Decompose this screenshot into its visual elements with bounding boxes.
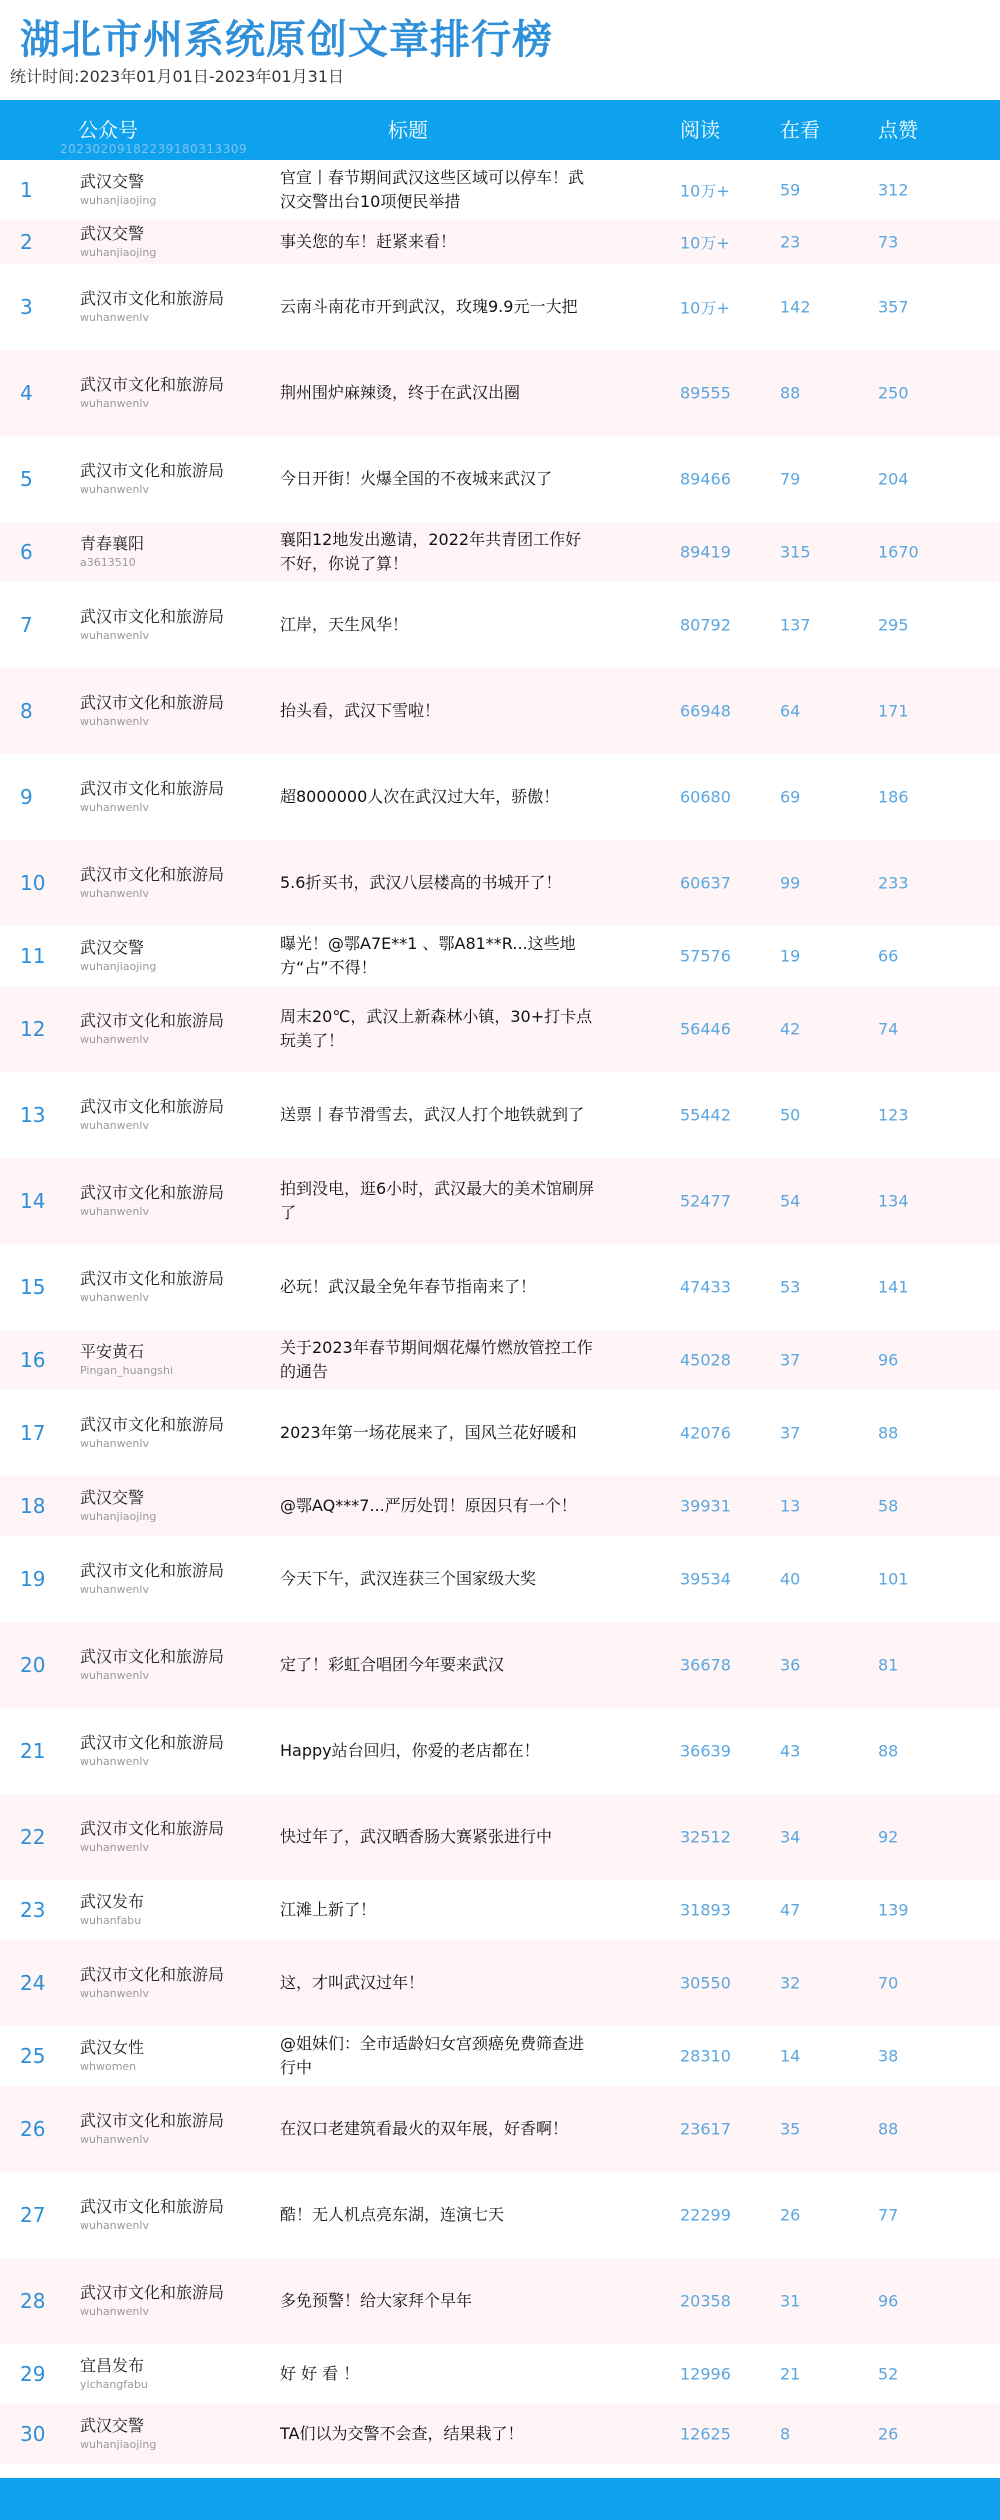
article-title[interactable]: 送票丨春节滑雪去，武汉人打个地铁就到了	[280, 1105, 585, 1124]
read-count: 89466	[680, 469, 731, 489]
likes-count: 88	[878, 1423, 899, 1443]
rank-number: 8	[20, 699, 33, 723]
account-name: 武汉市文化和旅游局	[80, 1269, 225, 1288]
rank-number: 5	[20, 467, 33, 491]
account-id: wuhanjiaojing	[80, 960, 157, 973]
read-count: 39534	[680, 1569, 731, 1589]
table-row[interactable]	[0, 350, 1000, 436]
account-id: Pingan_huangshi	[80, 1364, 174, 1377]
account-cell	[80, 533, 230, 571]
account-cell	[80, 778, 230, 816]
read-count: 10万+	[680, 181, 730, 201]
footer-bar	[0, 2478, 1000, 2520]
read-count: 10万+	[680, 298, 730, 318]
table-row[interactable]	[0, 1476, 1000, 1536]
table-row[interactable]	[0, 2344, 1000, 2404]
watching-count: 32	[780, 1973, 801, 1993]
read-count: 30550	[680, 1973, 731, 1993]
account-id: wuhanwenlv	[80, 1755, 149, 1768]
table-row[interactable]	[0, 582, 1000, 668]
account-name: 青春襄阳	[80, 534, 145, 553]
rank-number: 29	[20, 2362, 46, 2386]
account-cell	[80, 288, 230, 326]
account-cell	[80, 2110, 230, 2148]
watching-count: 31	[780, 2291, 801, 2311]
read-count: 89555	[680, 383, 731, 403]
likes-count: 96	[878, 1350, 899, 1370]
account-id: wuhanwenlv	[80, 801, 149, 814]
account-id: wuhanwenlv	[80, 1583, 149, 1596]
likes-count: 88	[878, 2119, 899, 2139]
account-cell	[80, 2415, 230, 2453]
account-name: 武汉市文化和旅游局	[80, 2283, 225, 2302]
likes-count: 123	[878, 1105, 909, 1125]
account-id: wuhanjiaojing	[80, 194, 157, 207]
rank-number: 24	[20, 1971, 46, 1995]
table-row[interactable]	[0, 2404, 1000, 2464]
read-count: 39931	[680, 1496, 731, 1516]
article-title[interactable]: 关于2023年春节期间烟花爆竹燃放管控工作的通告	[280, 1338, 593, 1381]
likes-count: 295	[878, 615, 909, 635]
rank-number: 25	[20, 2044, 46, 2068]
table-row[interactable]	[0, 840, 1000, 926]
account-id: a3613510	[80, 556, 136, 569]
article-title[interactable]: 江岸，天生风华！	[280, 615, 409, 634]
likes-count: 250	[878, 383, 909, 403]
table-row[interactable]	[0, 436, 1000, 522]
account-name: 武汉市文化和旅游局	[80, 1183, 225, 1202]
table-row[interactable]	[0, 1880, 1000, 1940]
account-id: wuhanwenlv	[80, 1669, 149, 1682]
column-header-read: 阅读	[680, 118, 720, 142]
account-cell	[80, 460, 230, 498]
article-title[interactable]: TA们以为交警不会查，结果栽了！	[280, 2424, 524, 2443]
read-count: 80792	[680, 615, 731, 635]
article-title[interactable]: @姐妹们：全市适龄妇女宫颈癌免费筛查进行中	[280, 2034, 585, 2077]
account-name: 武汉市文化和旅游局	[80, 1011, 225, 1030]
rank-number: 21	[20, 1739, 46, 1763]
account-name: 武汉市文化和旅游局	[80, 865, 225, 884]
read-count: 36678	[680, 1655, 731, 1675]
account-name: 武汉市文化和旅游局	[80, 461, 225, 480]
watching-count: 43	[780, 1741, 801, 1761]
likes-count: 73	[878, 232, 899, 252]
account-id: wuhanwenlv	[80, 629, 149, 642]
account-cell	[80, 1560, 230, 1598]
watching-count: 54	[780, 1191, 801, 1211]
account-id: wuhanwenlv	[80, 1291, 149, 1304]
account-name: 武汉市文化和旅游局	[80, 779, 225, 798]
watching-count: 37	[780, 1423, 801, 1443]
table-row[interactable]	[0, 754, 1000, 840]
account-cell	[80, 223, 230, 261]
watching-count: 53	[780, 1277, 801, 1297]
account-id: wuhanwenlv	[80, 1033, 149, 1046]
account-id: yichangfabu	[80, 2378, 148, 2391]
account-name: 武汉市文化和旅游局	[80, 1965, 225, 1984]
likes-count: 70	[878, 1973, 899, 1993]
account-name: 武汉市文化和旅游局	[80, 1561, 225, 1580]
account-id: wuhanwenlv	[80, 397, 149, 410]
account-name: 武汉市文化和旅游局	[80, 1647, 225, 1666]
rank-number: 11	[20, 944, 46, 968]
likes-count: 101	[878, 1569, 909, 1589]
table-row[interactable]	[0, 522, 1000, 582]
rank-number: 30	[20, 2422, 46, 2446]
account-name: 武汉市文化和旅游局	[80, 375, 225, 394]
account-name: 武汉交警	[80, 938, 145, 957]
article-title[interactable]: 定了！彩虹合唱团今年要来武汉	[280, 1655, 505, 1674]
account-cell	[80, 2037, 230, 2075]
read-count: 52477	[680, 1191, 731, 1211]
table-row[interactable]	[0, 926, 1000, 986]
likes-count: 66	[878, 946, 899, 966]
likes-count: 74	[878, 1019, 899, 1039]
account-name: 武汉交警	[80, 224, 145, 243]
watching-count: 99	[780, 873, 801, 893]
watching-count: 21	[780, 2364, 801, 2384]
likes-count: 38	[878, 2046, 899, 2066]
article-title[interactable]: 今日开街！火爆全国的不夜城来武汉了	[280, 469, 553, 488]
read-count: 56446	[680, 1019, 731, 1039]
watching-count: 36	[780, 1655, 801, 1675]
read-count: 10万+	[680, 233, 730, 253]
table-row[interactable]	[0, 160, 1000, 220]
likes-count: 134	[878, 1191, 909, 1211]
article-title[interactable]: 襄阳12地发出邀请，2022年共青团工作好不好，你说了算！	[280, 530, 582, 573]
likes-count: 357	[878, 297, 909, 317]
article-title[interactable]: 多免预警！给大家拜个早年	[280, 2291, 473, 2310]
rank-number: 9	[20, 785, 33, 809]
article-title[interactable]: 5.6折买书，武汉八层楼高的书城开了！	[280, 873, 562, 892]
rank-number: 3	[20, 295, 33, 319]
table-row[interactable]	[0, 2258, 1000, 2344]
table-row[interactable]	[0, 1390, 1000, 1476]
rank-number: 23	[20, 1898, 46, 1922]
account-id: wuhanwenlv	[80, 1437, 149, 1450]
account-cell	[80, 2282, 230, 2320]
read-count: 23617	[680, 2119, 731, 2139]
read-count: 89419	[680, 542, 731, 562]
account-name: 武汉市文化和旅游局	[80, 289, 225, 308]
account-name: 武汉市文化和旅游局	[80, 607, 225, 626]
likes-count: 58	[878, 1496, 899, 1516]
account-cell	[80, 1487, 230, 1525]
account-cell	[80, 937, 230, 975]
article-title[interactable]: 周末20℃，武汉上新森林小镇，30+打卡点玩美了！	[280, 1007, 593, 1050]
rank-number: 22	[20, 1825, 46, 1849]
rank-number: 20	[20, 1653, 46, 1677]
article-title[interactable]: 荆州围炉麻辣烫，终于在武汉出圈	[280, 383, 521, 402]
rank-number: 15	[20, 1275, 46, 1299]
table-row[interactable]	[0, 1158, 1000, 1244]
rank-number: 12	[20, 1017, 46, 1041]
table-row[interactable]	[0, 264, 1000, 350]
account-id: wuhanwenlv	[80, 715, 149, 728]
account-cell	[80, 1010, 230, 1048]
likes-count: 77	[878, 2205, 899, 2225]
column-header-likes: 点赞	[878, 118, 918, 142]
watching-count: 42	[780, 1019, 801, 1039]
account-cell	[80, 1732, 230, 1770]
account-cell	[80, 171, 230, 209]
table-row[interactable]	[0, 986, 1000, 1072]
read-count: 12625	[680, 2424, 731, 2444]
read-count: 20358	[680, 2291, 731, 2311]
likes-count: 1670	[878, 542, 919, 562]
account-id: wuhanwenlv	[80, 2133, 149, 2146]
account-id: whwomen	[80, 2060, 137, 2073]
account-cell	[80, 1414, 230, 1452]
watching-count: 35	[780, 2119, 801, 2139]
watching-count: 23	[780, 232, 801, 252]
likes-count: 186	[878, 787, 909, 807]
account-id: wuhanwenlv	[80, 1987, 149, 2000]
table-row[interactable]	[0, 1244, 1000, 1330]
article-title[interactable]: 抬头看，武汉下雪啦！	[280, 701, 441, 720]
likes-count: 88	[878, 1741, 899, 1761]
column-header-account: 公众号	[78, 118, 138, 142]
account-cell	[80, 374, 230, 412]
likes-count: 96	[878, 2291, 899, 2311]
likes-count: 141	[878, 1277, 909, 1297]
rank-number: 16	[20, 1348, 46, 1372]
table-row[interactable]	[0, 1940, 1000, 2026]
account-name: 宜昌发布	[80, 2356, 145, 2375]
account-id: wuhanwenlv	[80, 1841, 149, 1854]
account-id: wuhanwenlv	[80, 1119, 149, 1132]
table-row[interactable]	[0, 1330, 1000, 1390]
article-title[interactable]: 超8000000人次在武汉过大年，骄傲！	[280, 787, 560, 806]
account-id: wuhanfabu	[80, 1914, 142, 1927]
table-row[interactable]	[0, 2086, 1000, 2172]
article-title[interactable]: 拍到没电，逛6小时，武汉最大的美术馆刷屏了	[280, 1179, 595, 1222]
table-row[interactable]	[0, 1072, 1000, 1158]
read-count: 36639	[680, 1741, 731, 1761]
article-title[interactable]: 这，才叫武汉过年！	[280, 1973, 425, 1992]
article-title[interactable]: 今天下午，武汉连获三个国家级大奖	[280, 1569, 537, 1588]
read-count: 66948	[680, 701, 731, 721]
rank-number: 10	[20, 871, 46, 895]
watching-count: 40	[780, 1569, 801, 1589]
rank-number: 13	[20, 1103, 46, 1127]
column-header-watching: 在看	[780, 118, 820, 142]
account-cell	[80, 1268, 230, 1306]
table-row[interactable]	[0, 1794, 1000, 1880]
watching-count: 26	[780, 2205, 801, 2225]
header-watermark: 20230209182239180313309	[60, 142, 248, 156]
account-name: 武汉交警	[80, 1488, 145, 1507]
account-cell	[80, 1646, 230, 1684]
account-id: wuhanjiaojing	[80, 1510, 157, 1523]
table-row[interactable]	[0, 1536, 1000, 1622]
article-title[interactable]: 在汉口老建筑看最火的双年展，好香啊！	[280, 2119, 569, 2138]
account-cell	[80, 692, 230, 730]
watching-count: 37	[780, 1350, 801, 1370]
likes-count: 139	[878, 1900, 909, 1920]
account-cell	[80, 1818, 230, 1856]
ranking-table-body	[0, 160, 1000, 2464]
account-cell	[80, 864, 230, 902]
article-title[interactable]: 好 好 看 ！	[280, 2364, 360, 2383]
likes-count: 312	[878, 180, 909, 200]
account-cell	[80, 2196, 230, 2234]
account-name: 武汉市文化和旅游局	[80, 1819, 225, 1838]
watching-count: 34	[780, 1827, 801, 1847]
table-header	[0, 100, 1000, 160]
account-id: wuhanwenlv	[80, 887, 149, 900]
page-header	[0, 0, 1000, 100]
account-name: 武汉女性	[80, 2038, 145, 2057]
watching-count: 88	[780, 383, 801, 403]
stat-period: 统计时间:2023年01月01日-2023年01月31日	[10, 67, 345, 86]
watching-count: 47	[780, 1900, 801, 1920]
read-count: 55442	[680, 1105, 731, 1125]
watching-count: 59	[780, 180, 801, 200]
watching-count: 13	[780, 1496, 801, 1516]
account-cell	[80, 1182, 230, 1220]
article-title[interactable]: 事关您的车！赶紧来看！	[280, 232, 457, 251]
likes-count: 171	[878, 701, 909, 721]
account-id: wuhanjiaojing	[80, 2438, 157, 2451]
read-count: 60637	[680, 873, 731, 893]
read-count: 42076	[680, 1423, 731, 1443]
read-count: 60680	[680, 787, 731, 807]
article-title[interactable]: 江滩上新了！	[280, 1900, 377, 1919]
account-id: wuhanjiaojing	[80, 246, 157, 259]
likes-count: 92	[878, 1827, 899, 1847]
page-title: 湖北市州系统原创文章排行榜	[20, 17, 553, 63]
watching-count: 315	[780, 542, 811, 562]
rank-number: 14	[20, 1189, 46, 1213]
rank-number: 6	[20, 540, 33, 564]
account-id: wuhanwenlv	[80, 2305, 149, 2318]
account-name: 武汉交警	[80, 2416, 145, 2435]
table-row[interactable]	[0, 1622, 1000, 1708]
watching-count: 79	[780, 469, 801, 489]
likes-count: 233	[878, 873, 909, 893]
account-id: wuhanwenlv	[80, 1205, 149, 1218]
account-name: 武汉市文化和旅游局	[80, 693, 225, 712]
account-cell	[80, 1964, 230, 2002]
read-count: 57576	[680, 946, 731, 966]
table-row[interactable]	[0, 668, 1000, 754]
article-title[interactable]: 云南斗南花市开到武汉，玫瑰9.9元一大把	[280, 297, 578, 316]
likes-count: 26	[878, 2424, 899, 2444]
account-name: 武汉发布	[80, 1892, 145, 1911]
table-row[interactable]	[0, 2172, 1000, 2258]
rank-number: 2	[20, 230, 33, 254]
article-title[interactable]: Happy站台回归，你爱的老店都在！	[280, 1741, 540, 1760]
account-name: 武汉市文化和旅游局	[80, 2111, 225, 2130]
watching-count: 137	[780, 615, 811, 635]
article-title[interactable]: @鄂AQ***7...严厉处罚！原因只有一个！	[280, 1496, 577, 1515]
read-count: 12996	[680, 2364, 731, 2384]
rank-number: 28	[20, 2289, 46, 2313]
article-title[interactable]: 2023年第一场花展来了，国风兰花好暖和	[280, 1423, 577, 1442]
table-row[interactable]	[0, 2026, 1000, 2086]
account-id: wuhanwenlv	[80, 483, 149, 496]
watching-count: 14	[780, 2046, 801, 2066]
account-id: wuhanwenlv	[80, 311, 149, 324]
column-header-title: 标题	[388, 118, 428, 142]
article-title[interactable]: 酷！无人机点亮东湖，连演七天	[280, 2205, 505, 2224]
account-name: 武汉交警	[80, 172, 145, 191]
watching-count: 142	[780, 297, 811, 317]
read-count: 47433	[680, 1277, 731, 1297]
account-cell	[80, 606, 230, 644]
rank-number: 7	[20, 613, 33, 637]
watching-count: 19	[780, 946, 801, 966]
read-count: 22299	[680, 2205, 731, 2225]
table-row[interactable]	[0, 220, 1000, 264]
account-name: 武汉市文化和旅游局	[80, 2197, 225, 2216]
article-title[interactable]: 官宣丨春节期间武汉这些区域可以停车！武汉交警出台10项便民举措	[280, 168, 585, 211]
watching-count: 64	[780, 701, 801, 721]
likes-count: 52	[878, 2364, 899, 2384]
article-title[interactable]: 曝光！@鄂A7E**1 、鄂A81**R...这些地方“占”不得！	[280, 934, 576, 977]
table-row[interactable]	[0, 1708, 1000, 1794]
read-count: 32512	[680, 1827, 731, 1847]
likes-count: 81	[878, 1655, 899, 1675]
account-cell	[80, 1096, 230, 1134]
likes-count: 204	[878, 469, 909, 489]
account-cell	[80, 2355, 230, 2393]
account-name: 武汉市文化和旅游局	[80, 1415, 225, 1434]
read-count: 45028	[680, 1350, 731, 1370]
article-title[interactable]: 快过年了，武汉晒香肠大赛紧张进行中	[280, 1827, 553, 1846]
rank-number: 4	[20, 381, 33, 405]
rank-number: 17	[20, 1421, 46, 1445]
watching-count: 69	[780, 787, 801, 807]
account-name: 武汉市文化和旅游局	[80, 1097, 225, 1116]
account-name: 平安黄石	[80, 1342, 145, 1361]
watching-count: 8	[780, 2424, 791, 2444]
account-cell	[80, 1891, 230, 1929]
rank-number: 26	[20, 2117, 46, 2141]
account-id: wuhanwenlv	[80, 2219, 149, 2232]
account-cell	[80, 1341, 230, 1379]
watching-count: 50	[780, 1105, 801, 1125]
account-name: 武汉市文化和旅游局	[80, 1733, 225, 1752]
rank-number: 18	[20, 1494, 46, 1518]
read-count: 31893	[680, 1900, 731, 1920]
rank-number: 27	[20, 2203, 46, 2227]
rank-number: 1	[20, 178, 33, 202]
read-count: 28310	[680, 2046, 731, 2066]
article-title[interactable]: 必玩！武汉最全免年春节指南来了！	[280, 1277, 537, 1296]
rank-number: 19	[20, 1567, 46, 1591]
